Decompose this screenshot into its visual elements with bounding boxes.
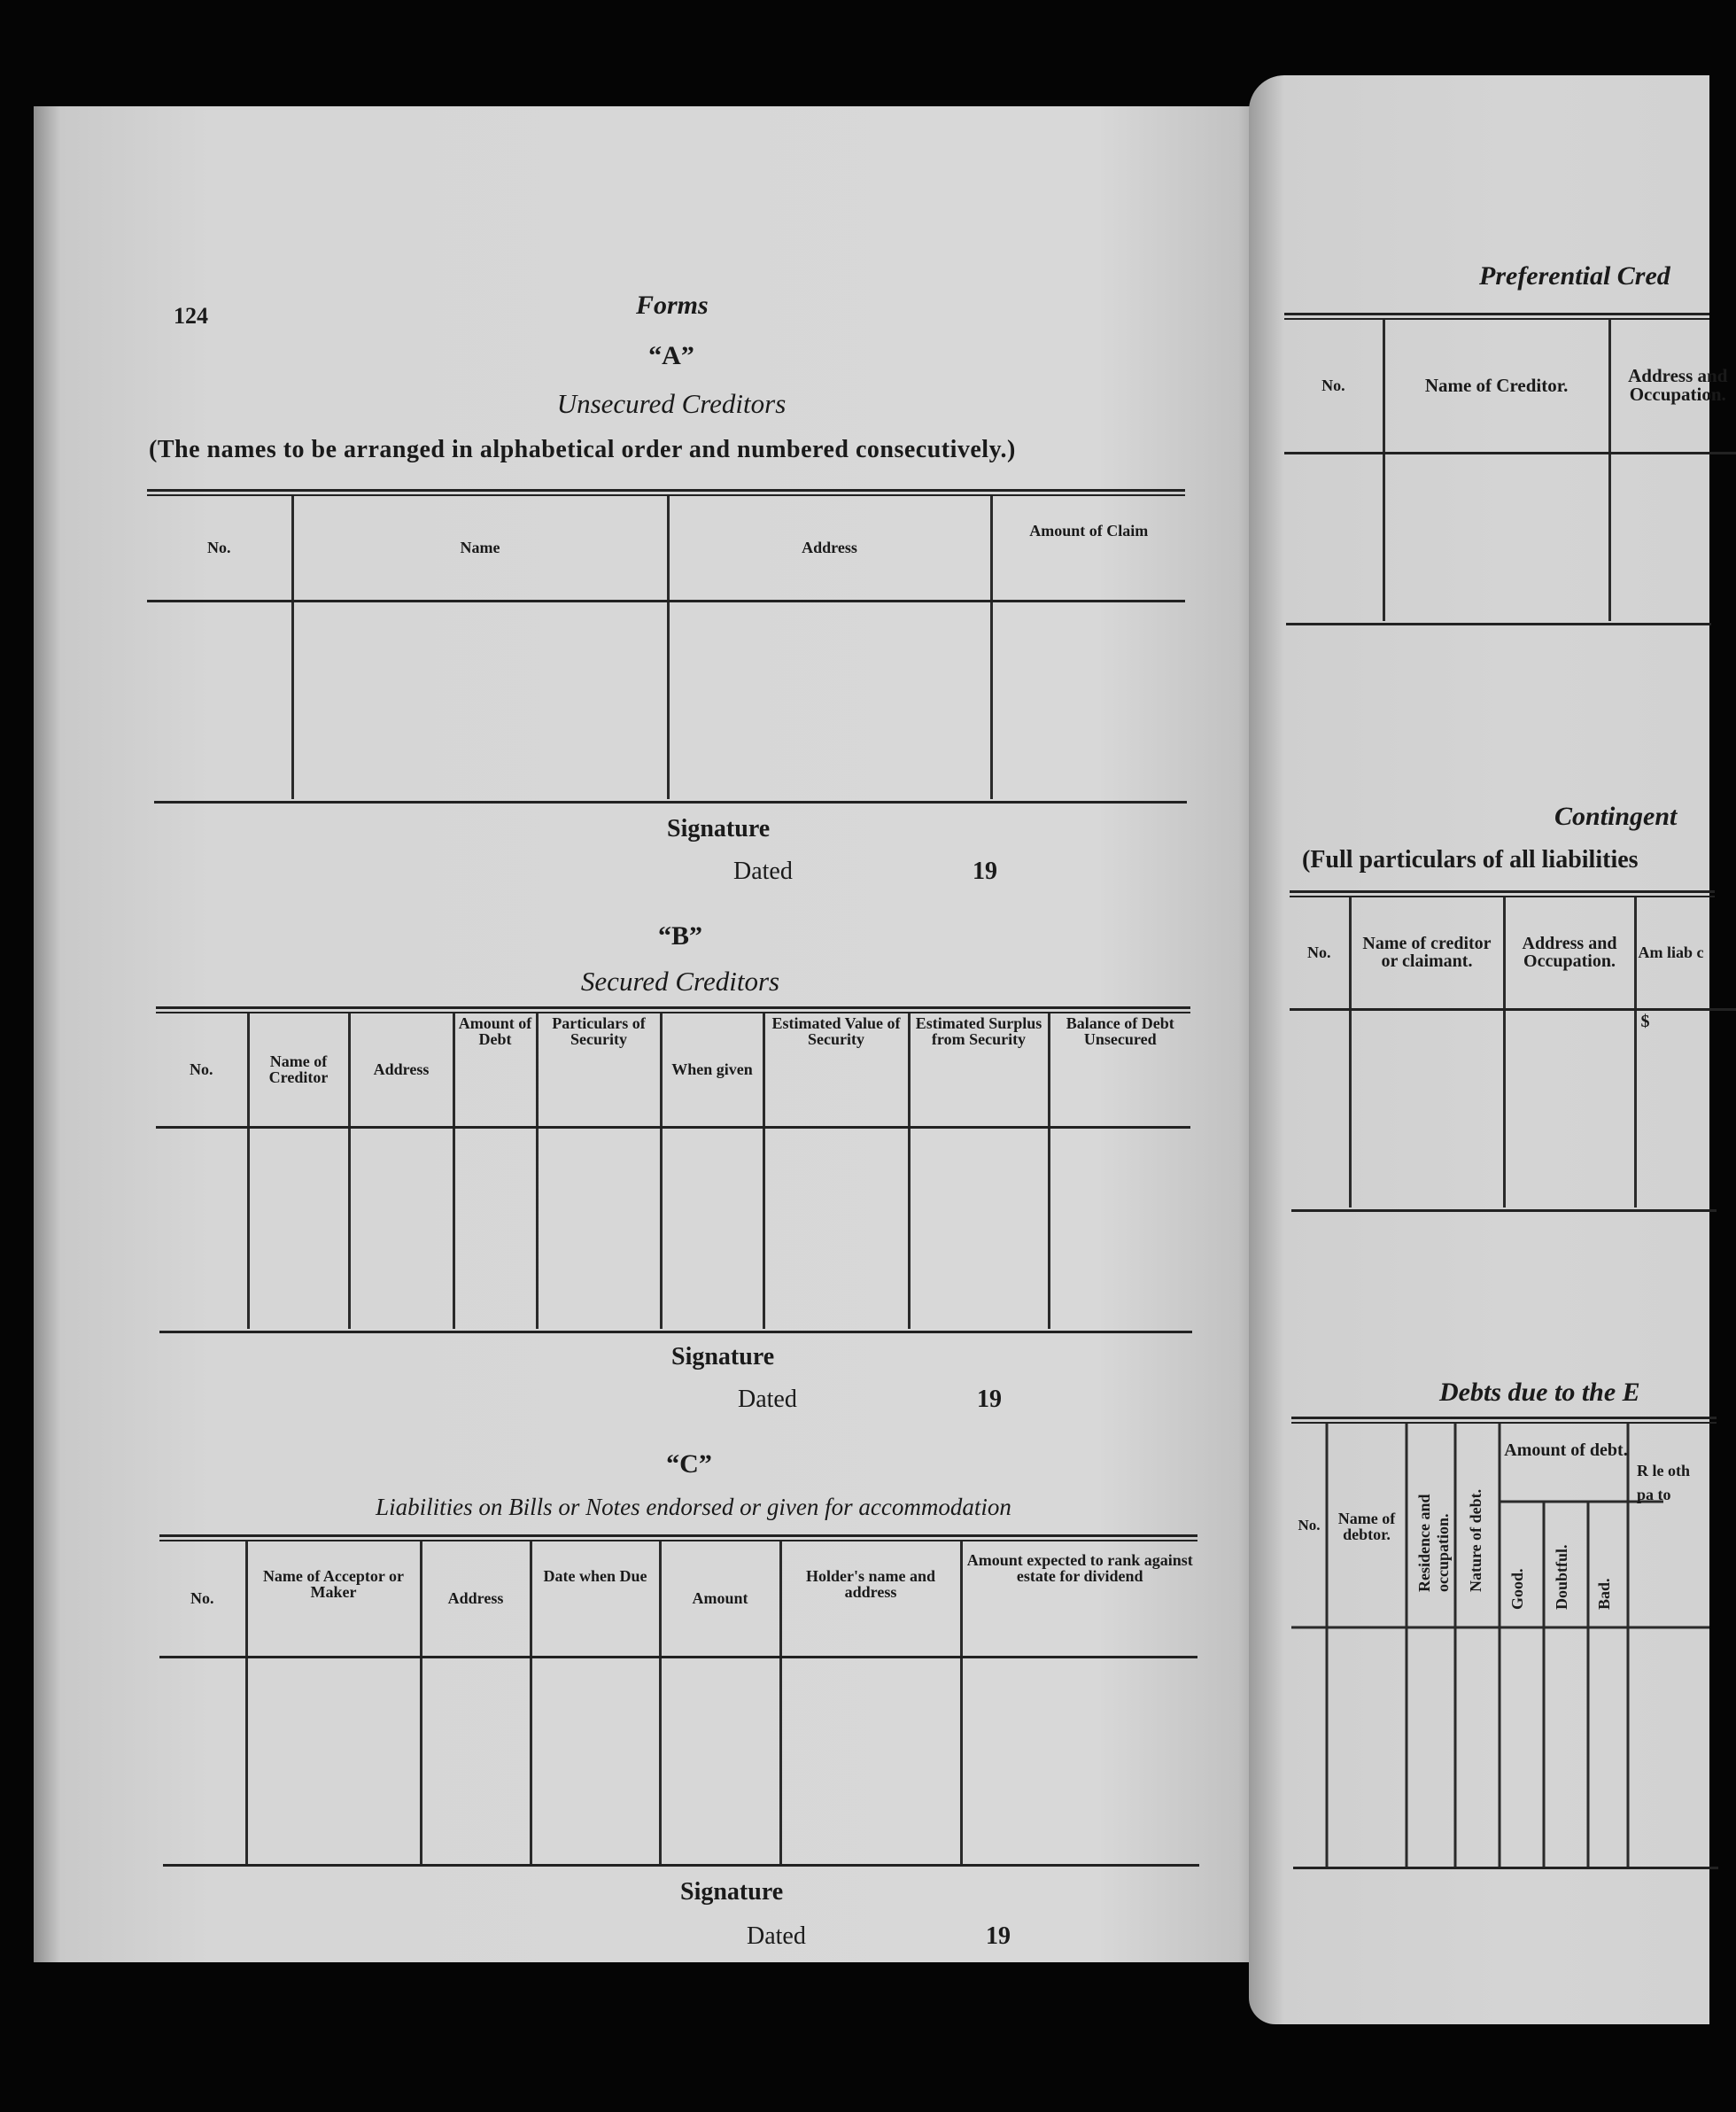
section-c-title: Liabilities on Bills or Notes endorsed or given for accommodation	[376, 1494, 1011, 1520]
section-c-letter: “C”	[666, 1449, 712, 1479]
dated-label: Dated	[738, 1386, 797, 1413]
section-a-letter: “A”	[648, 341, 694, 370]
col-header: Am liab c	[1635, 897, 1736, 1009]
contingent-bottom-rule	[1291, 1209, 1717, 1212]
section-b-title: Secured Creditors	[580, 966, 780, 997]
table-cell	[246, 1657, 421, 1864]
col-header: Address	[421, 1541, 531, 1657]
partial-col-header: R le oth pa to	[1637, 1462, 1690, 1503]
col-header: Amount of Debt	[453, 1013, 537, 1127]
col-header: Bad.	[1595, 1578, 1613, 1610]
table-cell	[1284, 453, 1383, 621]
col-header: Name of creditor or claimant.	[1350, 897, 1504, 1009]
col-header: Holder's name and address	[780, 1541, 961, 1657]
table-cell	[1609, 453, 1736, 621]
debts-top-rule	[1291, 1417, 1717, 1424]
table-cell	[780, 1657, 961, 1864]
contingent-top-rule	[1290, 890, 1715, 897]
col-header: Amount	[660, 1541, 780, 1657]
preferential-table	[1284, 320, 1736, 621]
col-header: Name	[292, 496, 668, 601]
table-cell	[537, 1127, 661, 1329]
col-header: Date when Due	[531, 1541, 660, 1657]
preferential-top-rule	[1284, 313, 1709, 320]
col-header: Residence and occupation.	[1415, 1494, 1452, 1592]
year-label: 19	[973, 858, 997, 885]
table-cell	[292, 601, 668, 799]
col-header: Address	[349, 1013, 453, 1127]
col-header: When given	[661, 1013, 763, 1127]
preferential-title: Preferential Cred	[1479, 261, 1670, 291]
table-cell	[991, 601, 1185, 799]
col-header: Name of debtor.	[1337, 1510, 1396, 1543]
col-header: No.	[1290, 897, 1350, 1009]
dated-label: Dated	[733, 858, 793, 885]
table-cell	[961, 1657, 1197, 1864]
col-header: Amount of Claim	[991, 496, 1185, 601]
amount-of-debt-header: Amount of debt.	[1504, 1440, 1628, 1460]
contingent-instruction: (Full particulars of all liabilities	[1302, 846, 1639, 874]
col-header: Name of Acceptor or Maker	[246, 1541, 421, 1657]
col-header: No.	[1284, 320, 1383, 453]
year-label: 19	[977, 1386, 1002, 1413]
col-header: Particulars of Security	[537, 1013, 661, 1127]
debts-bottom-rule	[1293, 1867, 1718, 1869]
contingent-title: Contingent	[1554, 802, 1678, 831]
section-b-table	[156, 1013, 1190, 1329]
section-b-letter: “B”	[657, 921, 702, 951]
col-header: Amount expected to rank against estate for dividend	[961, 1541, 1197, 1657]
preferential-bottom-rule	[1286, 623, 1711, 625]
section-a-title: Unsecured Creditors	[556, 388, 787, 419]
table-cell	[660, 1657, 780, 1864]
section-b-bottom-rule	[159, 1331, 1192, 1333]
section-b-top-rule	[156, 1006, 1190, 1013]
table-cell	[763, 1127, 909, 1329]
table-cell	[1635, 1009, 1736, 1207]
table-cell	[147, 601, 292, 799]
dated-label: Dated	[747, 1922, 806, 1950]
contingent-table	[1290, 897, 1736, 1207]
left-page	[34, 106, 1256, 1962]
col-header: Estimated Surplus from Security	[909, 1013, 1049, 1127]
section-a-top-rule	[147, 489, 1185, 496]
table-cell	[1290, 1009, 1350, 1207]
page-number: 124	[174, 303, 208, 329]
table-cell	[248, 1127, 349, 1329]
section-a-instruction: (The names to be arranged in alphabetical order and numbered consecutively.)	[149, 436, 1016, 463]
col-header: Name of Creditor	[248, 1013, 349, 1127]
debts-title: Debts due to the E	[1439, 1378, 1640, 1407]
col-header: No.	[1298, 1517, 1321, 1534]
right-page	[1249, 75, 1728, 2024]
col-header: Address and Occupation.	[1504, 897, 1635, 1009]
section-c-bottom-rule	[163, 1864, 1199, 1867]
table-cell	[156, 1127, 248, 1329]
table-cell	[159, 1657, 246, 1864]
dollar-sign: $	[1640, 1011, 1650, 1031]
table-cell	[1504, 1009, 1635, 1207]
col-header: Balance of Debt Unsecured	[1049, 1013, 1190, 1127]
section-c-top-rule	[159, 1534, 1197, 1541]
table-cell	[1383, 453, 1609, 621]
col-header: Address	[668, 496, 991, 601]
col-header: Name of Creditor.	[1383, 320, 1609, 453]
col-header: Nature of debt.	[1467, 1488, 1484, 1592]
col-header: Address and Occupation.	[1609, 320, 1736, 453]
table-cell	[909, 1127, 1049, 1329]
col-header: Doubtful.	[1553, 1544, 1570, 1610]
table-cell	[1049, 1127, 1190, 1329]
signature-label: Signature	[671, 1343, 775, 1370]
table-cell	[668, 601, 991, 799]
section-a-table	[147, 496, 1185, 799]
section-a-bottom-rule	[154, 801, 1187, 804]
signature-label: Signature	[680, 1878, 784, 1906]
debts-table	[1291, 1424, 1709, 1867]
table-cell	[453, 1127, 537, 1329]
col-header: Estimated Value of Security	[763, 1013, 909, 1127]
col-header: No.	[147, 496, 292, 601]
col-header: Good.	[1508, 1568, 1526, 1610]
running-head: Forms	[636, 291, 709, 320]
table-cell	[421, 1657, 531, 1864]
year-label: 19	[986, 1922, 1011, 1950]
col-header: No.	[156, 1013, 248, 1127]
table-cell	[661, 1127, 763, 1329]
table-cell	[349, 1127, 453, 1329]
section-c-table	[159, 1541, 1197, 1864]
col-header: No.	[159, 1541, 246, 1657]
table-cell	[531, 1657, 660, 1864]
signature-label: Signature	[667, 815, 771, 842]
table-cell	[1350, 1009, 1504, 1207]
